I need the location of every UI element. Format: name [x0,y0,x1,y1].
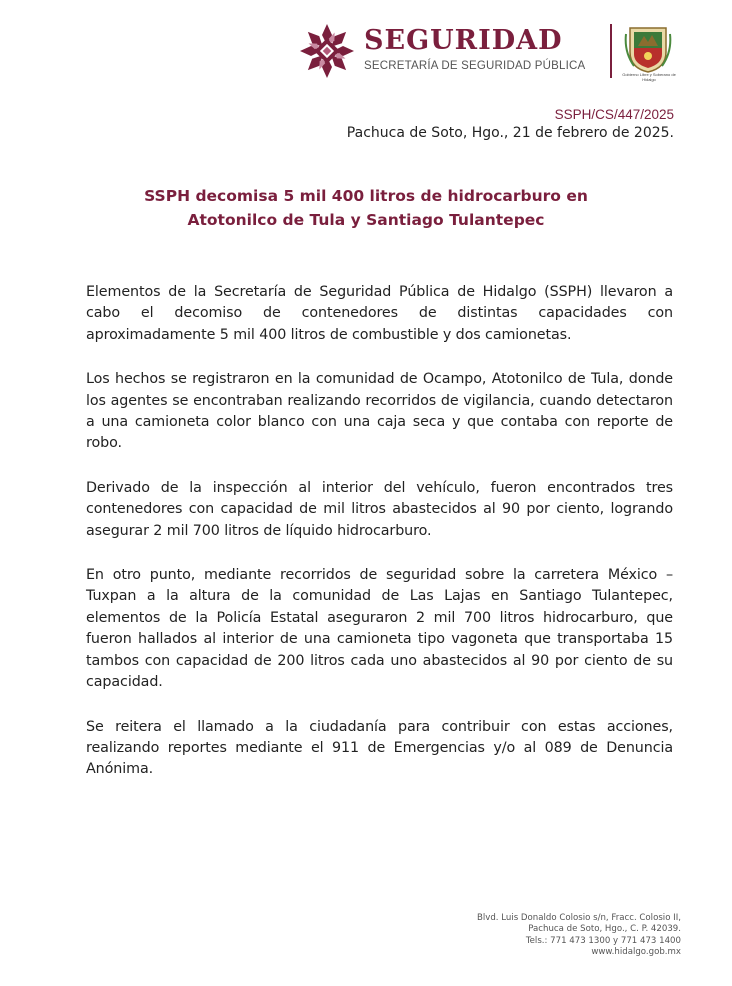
headline [86,184,646,232]
headline-line-1: SSPH decomisa 5 mil 400 litros de hidrocarburo en [144,187,588,205]
header-divider [610,24,612,78]
body-paragraph: Elementos de la Secretaría de Seguridad Pública de Hidalgo (SSPH) llevaron a cabo el decomiso de contenedores de distintas capacidades con aproximadamente 5 mil 400 litros de combustible y dos camionetas. [86,284,673,343]
body-paragraph: Los hechos se registraron en la comunidad de Ocampo, Atotonilco de Tula, donde los agentes se encontraban realizando recorridos de vigilancia, cuando detectaron a una camioneta color blanco con una caja seca y que contaba con reporte de robo. [86,371,673,452]
star-emblem-icon [298,22,356,80]
dateline: Pachuca de Soto, Hgo., 21 de febrero de 2025. [346,125,674,141]
footer-phones: Tels.: 771 473 1300 y 771 473 1400 [525,935,681,946]
footer-contact [477,913,681,959]
body-paragraph: Derivado de la inspección al interior del vehículo, fueron encontrados tres contenedores con capacidad de mil litros abastecidos al 90 por ciento, logrando asegurar 2 mil 700 litros de líquido hidrocarburo. [86,479,673,539]
footer-website-link[interactable]: www.hidalgo.gob.mx [591,947,681,958]
body-paragraph: Se reitera el llamado a la ciudadanía para contribuir con estas acciones, realizando reportes mediante el 911 de Emergencias y/o al 089 de Denuncia Anónima. [86,718,673,778]
letterhead [298,20,678,84]
footer-address-line-1: Blvd. Luis Donaldo Colosio s/n, Fracc. Colosio II, [476,913,681,923]
body-paragraph: En otro punto, mediante recorridos de seguridad sobre la carretera México – Tuxpan a la altura de la comunidad de Las Lajas en Santiago Tulantepec, elementos de la Policía Estatal aseguraron 2 mil 700 litros hidrocarburo, que fueron hallados al interior de una camioneta tipo vagoneta que transportaba 15 tambos con capacidad de 200 litros cada uno abastecidos al 90 por ciento de su capacidad. [86,567,673,691]
headline-line-2: Atotonilco de Tula y Santiago Tulantepec [187,211,545,229]
hidalgo-coat-of-arms-icon [624,24,672,74]
brand-title: SEGURIDAD [364,25,563,56]
footer-address-line-2: Pachuca de Soto, Hgo., C. P. 42039. [528,924,681,935]
press-release-body [86,282,673,804]
shield-caption: Gobierno Libre y Soberano de Hidalgo [622,72,676,82]
brand-subtitle: SECRETARÍA DE SEGURIDAD PÚBLICA [364,60,586,72]
bulletin-reference-code: SSPH/CS/447/2025 [554,107,674,122]
